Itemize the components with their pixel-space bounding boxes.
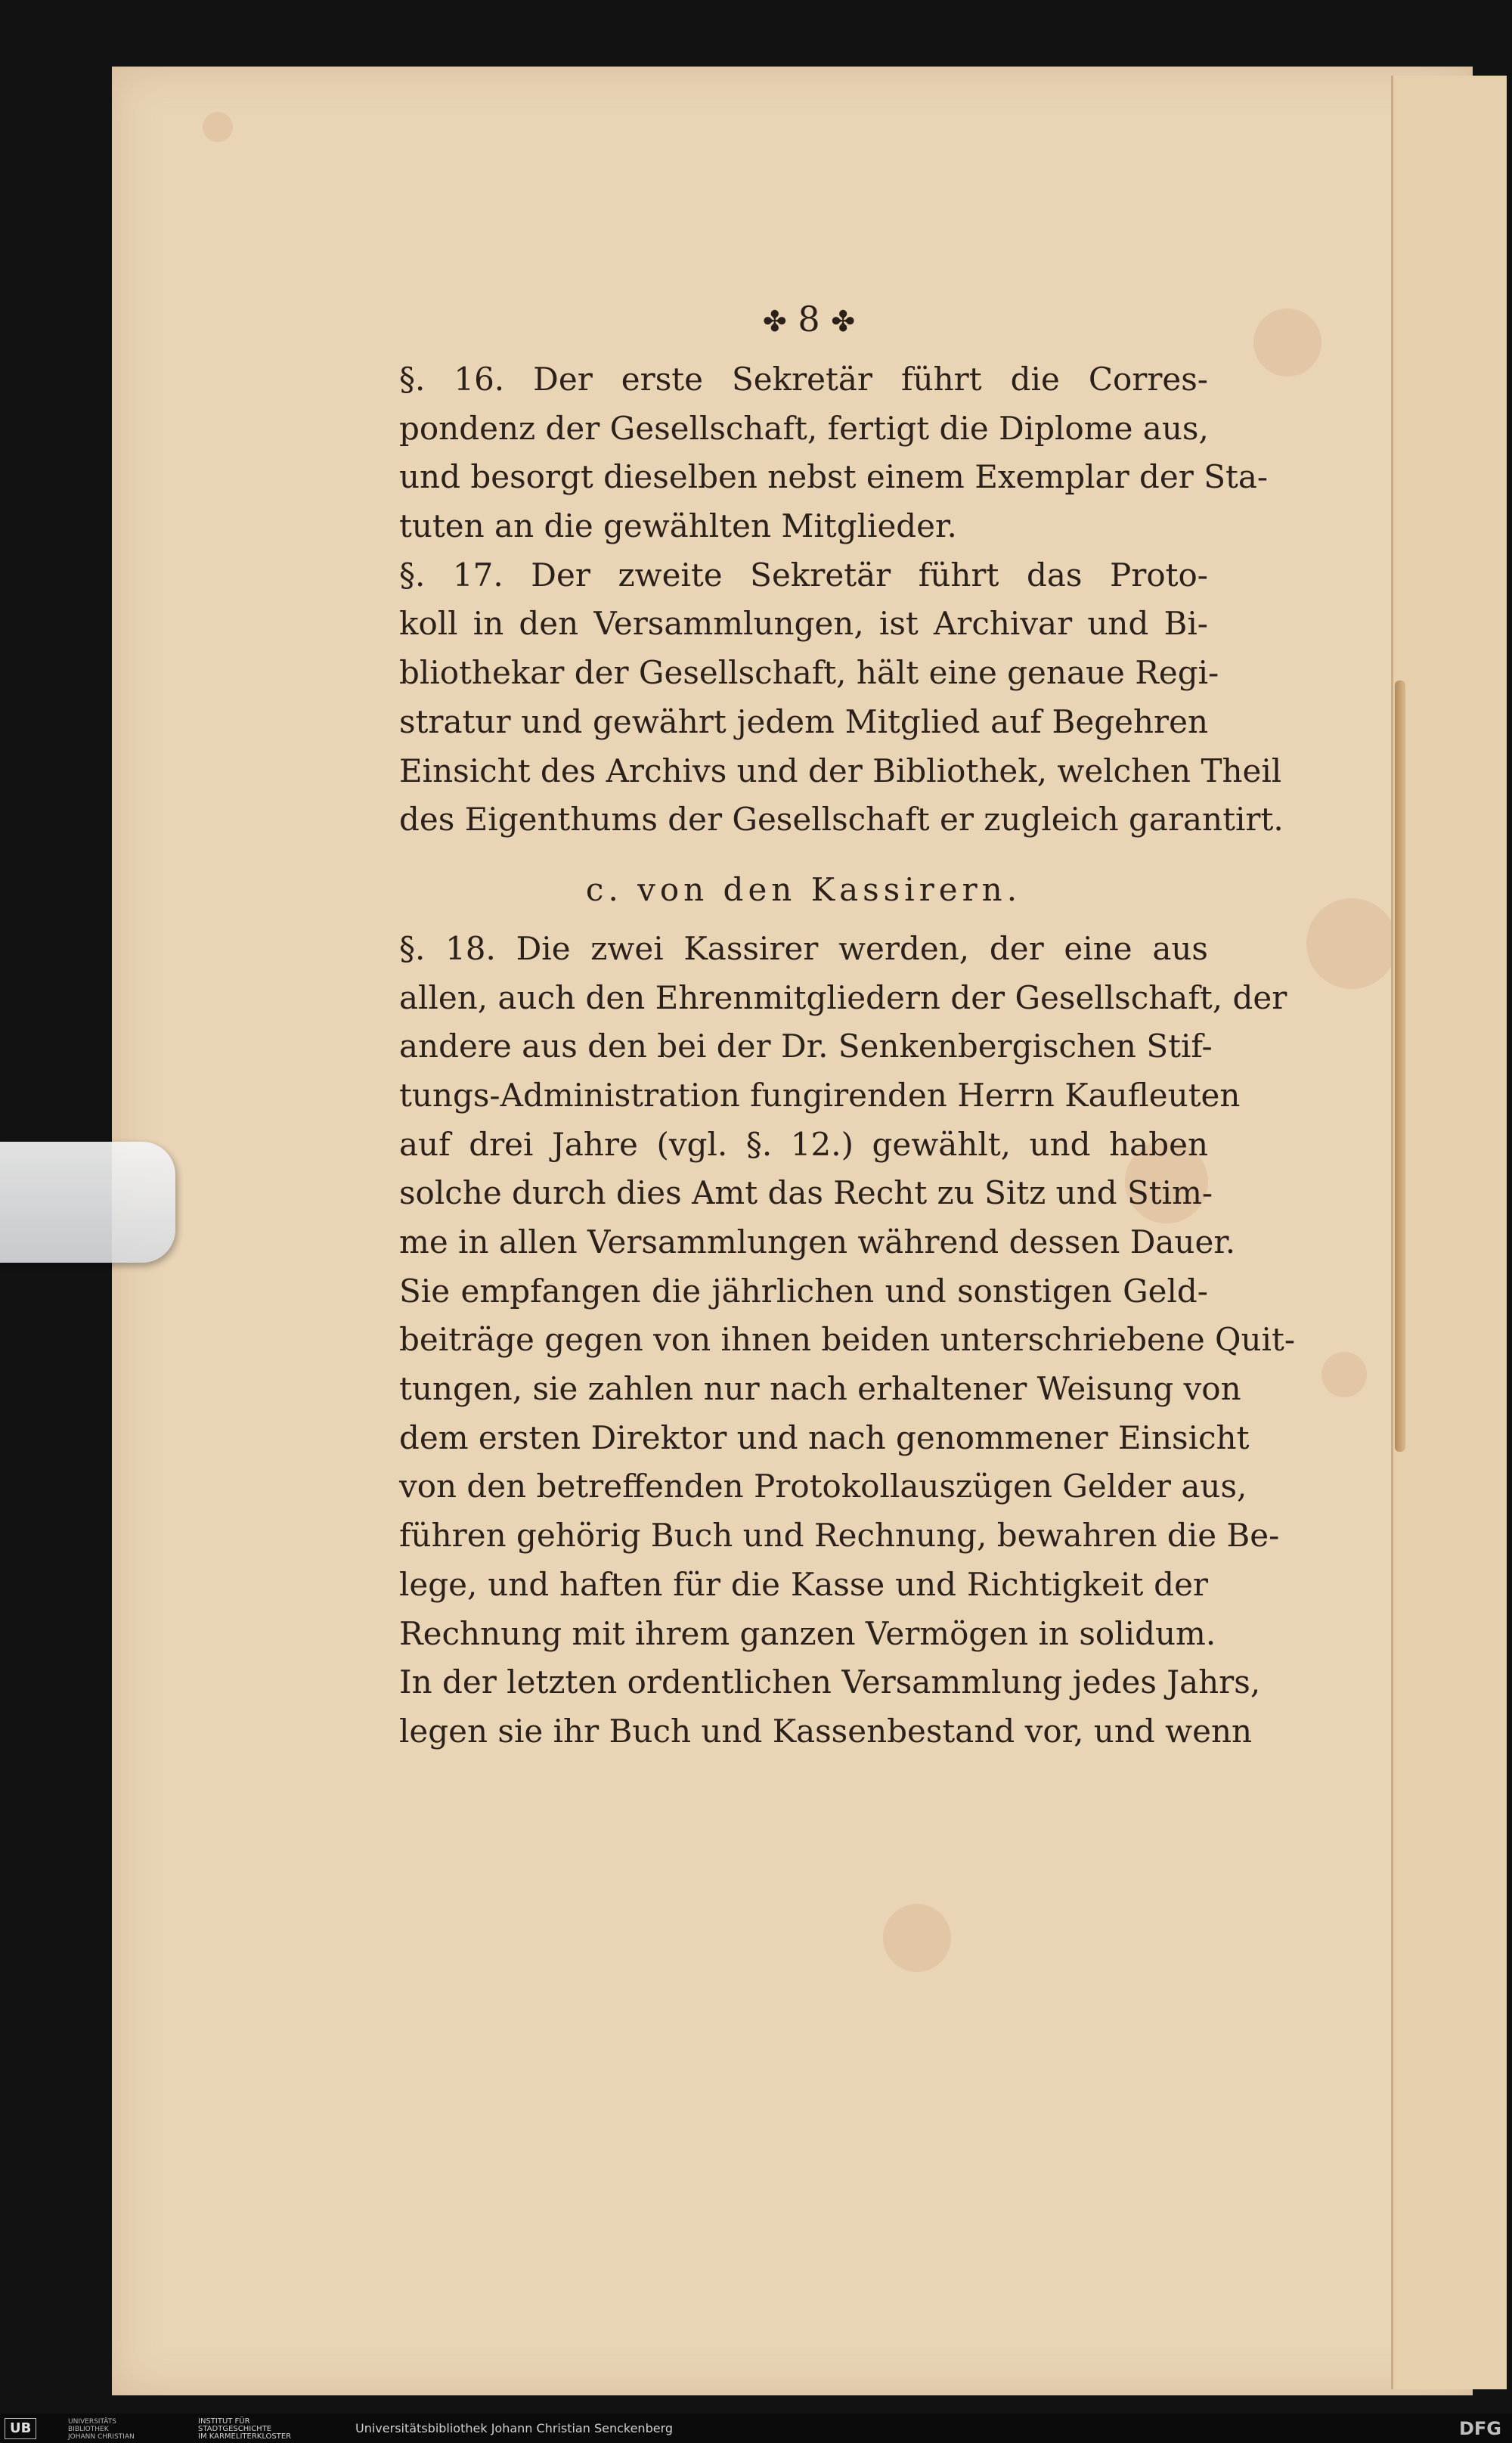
text-line: §. 17. Der zweite Sekretär führt das Proto- [399, 556, 1208, 594]
text-line: Rechnung mit ihrem ganzen Vermögen in solidum. [399, 1614, 1216, 1652]
text-line: lege, und haften für die Kasse und Richtigkeit der [399, 1565, 1208, 1603]
ub-subtitle-line: BIBLIOTHEK [68, 2426, 109, 2433]
section-heading: c. von den Kassirern. [585, 870, 1022, 908]
paper-stain [883, 1904, 951, 1972]
text-line: koll in den Versammlungen, ist Archivar und Bi- [399, 605, 1208, 643]
ub-subtitle-line: UNIVERSITÄTS [68, 2418, 116, 2426]
text-line: pondenz der Gesellschaft, fertigt die Diplome aus, [399, 409, 1209, 447]
institute-line: IM KARMELITERKLOSTER [198, 2432, 292, 2441]
text-line: führen gehörig Buch und Rechnung, bewahren die Be- [399, 1517, 1280, 1555]
text-line: dem ersten Direktor und nach genommener Einsicht [399, 1418, 1250, 1456]
ornament-left-icon: ✤ [762, 305, 787, 338]
text-line: Einsicht des Archivs und der Bibliothek, welchen Theil [399, 752, 1282, 789]
viewer-footer [0, 2414, 1512, 2443]
text-line: tuten an die gewählten Mitglieder. [399, 507, 957, 545]
text-line: §. 18. Die zwei Kassirer werden, der eine aus [399, 929, 1208, 967]
text-line: me in allen Versammlungen während dessen Dauer. [399, 1223, 1236, 1260]
bookmark-tab [0, 1142, 175, 1263]
page-edge [1391, 76, 1507, 2389]
paper-stain [203, 112, 233, 142]
ub-subtitle-line: JOHANN CHRISTIAN [68, 2433, 135, 2441]
body-text [399, 355, 1296, 1756]
text-line: beiträge gegen von ihnen beiden unterschriebene Quit- [399, 1321, 1296, 1359]
ub-logo: UB [5, 2418, 36, 2439]
text-line: und besorgt dieselben nebst einem Exemplar der Sta- [399, 458, 1269, 496]
text-line: allen, auch den Ehrenmitgliedern der Gesellschaft, der [399, 978, 1287, 1016]
text-line: andere aus den bei der Dr. Senkenbergischen Stif- [399, 1028, 1213, 1065]
text-line: §. 16. Der erste Sekretär führt die Corres- [399, 361, 1208, 398]
paper-stain [1253, 308, 1321, 377]
text-line: auf drei Jahre (vgl. §. 12.) gewählt, und haben [399, 1125, 1208, 1163]
text-line: von den betreffenden Protokollauszügen Gelder aus, [399, 1468, 1247, 1505]
institute-line: INSTITUT FÜR [198, 2417, 250, 2426]
ub-logo-subtitle [68, 2418, 135, 2441]
library-name: Universitätsbibliothek Johann Christian Senckenberg [355, 2421, 674, 2435]
text-line: In der letzten ordentlichen Versammlung jedes Jahrs, [399, 1663, 1261, 1701]
text-line: legen sie ihr Buch und Kassenbestand vor, und wenn [399, 1712, 1253, 1750]
text-line: stratur und gewährt jedem Mitglied auf Begehren [399, 702, 1208, 740]
text-line: bliothekar der Gesellschaft, hält eine genaue Regi- [399, 654, 1219, 692]
text-line: solche durch dies Amt das Recht zu Sitz und Stim- [399, 1174, 1213, 1212]
institute-logo [198, 2418, 291, 2441]
institute-line: STADTGESCHICHTE [198, 2425, 272, 2433]
text-line: des Eigenthums der Gesellschaft er zugleich garantirt. [399, 801, 1284, 839]
text-line: tungs-Administration fungirenden Herrn Kaufleuten [399, 1076, 1241, 1114]
paper-stain [1321, 1352, 1367, 1397]
page-number-value: 8 [798, 299, 820, 339]
ornament-right-icon: ✤ [831, 305, 856, 338]
paper-stain [1306, 898, 1397, 989]
text-line: tungen, sie zahlen nur nach erhaltener Weisung von [399, 1370, 1241, 1408]
page-number [741, 299, 877, 339]
text-line: Sie empfangen die jährlichen und sonstigen Geld- [399, 1272, 1208, 1310]
dfg-logo: DFG [1458, 2418, 1501, 2439]
binding-shadow [1395, 681, 1405, 1452]
